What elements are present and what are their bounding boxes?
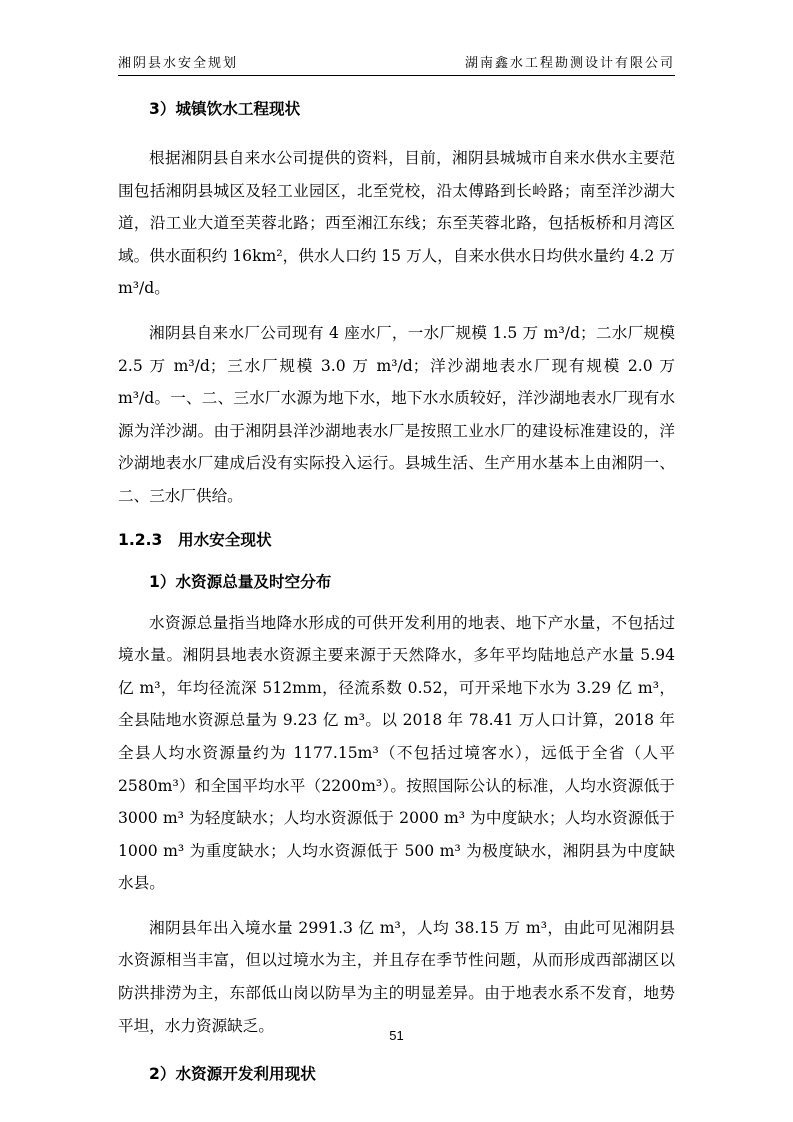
paragraph-urban-supply-scope: 根据湘阴县自来水公司提供的资料，目前，湘阴县城城市自来水供水主要范围包括湘阴县城区及轻工业园区，北至党校，沿太傅路到长岭路；南至洋沙湖大道，沿工业大道至芙蓉北路；西至湘江东线；东至芙蓉北路，包括板桥和月湾区域。供水面积约 16km²，供水人口约 15 万人，自来水供水日均供水量约 4.2 万 m³/d。 [118, 149, 675, 298]
paragraph-water-plants: 湘阴县自来水厂公司现有 4 座水厂，一水厂规模 1.5 万 m³/d；二水厂规模 2.5 万 m³/d；三水厂规模 3.0 万 m³/d；洋沙湖地表水厂现有规模 2.0 万 m³/d。一、二、三水厂水源为地下水，地下水水质较好，洋沙湖地表水厂现有水源为洋沙湖。由于湘阴县洋沙湖地表水厂是按照工业水厂的建设标准建设的，洋沙湖地表水厂建成后没有实际投入运行。县城生活、生产用水基本上由湘阴一、二、三水厂供给。 [118, 323, 675, 505]
page-body [118, 97, 675, 1084]
paragraph-water-resources-total: 水资源总量指当地降水形成的可供开发利用的地表、地下产水量，不包括过境水量。湘阴县地表水资源主要来源于天然降水，多年平均陆地总产水量 5.94 亿 m³，年均径流深 512mm，径流系数 0.52，可开采地下水为 3.29 亿 m³，全县陆地水资源总量为 9.23 亿 m³。以 2018 年 78.41 万人口计算，2018 年全县人均水资源量约为 1177.15m³（不包括过境客水），远低于全省（人平 2580m³）和全国平均水平（2200m³）。按照国际公认的标准，人均水资源低于 3000 m³ 为轻度缺水；人均水资源低于 2000 m³ 为中度缺水；人均水资源低于 1000 m³ 为重度缺水；人均水资源低于 500 m³ 为极度缺水，湘阴县为中度缺水县。 [118, 613, 675, 893]
paragraph-transit-water: 湘阴县年出入境水量 2991.3 亿 m³，人均 38.15 万 m³，由此可见湘阴县水资源相当丰富，但以过境水为主，并且存在季节性问题，从而形成西部湖区以防洪排涝为主，东部低山岗以防旱为主的明显差异。由于地表水系不发育，地势平坦，水力资源缺乏。 [118, 918, 675, 1035]
header-company-name: 湖南鑫水工程勘测设计有限公司 [464, 56, 675, 71]
page-header [118, 52, 675, 74]
heading-water-development: 2）水资源开发利用现状 [149, 1065, 316, 1084]
header-divider [118, 75, 675, 76]
section-heading-water-safety: 1.2.3 用水安全现状 [118, 530, 272, 549]
page-number: 51 [389, 1028, 404, 1043]
heading-water-resources-total: 1）水资源总量及时空分布 [149, 572, 332, 591]
header-document-title: 湘阴县水安全规划 [118, 56, 239, 71]
heading-urban-water-supply: 3）城镇饮水工程现状 [149, 100, 301, 118]
